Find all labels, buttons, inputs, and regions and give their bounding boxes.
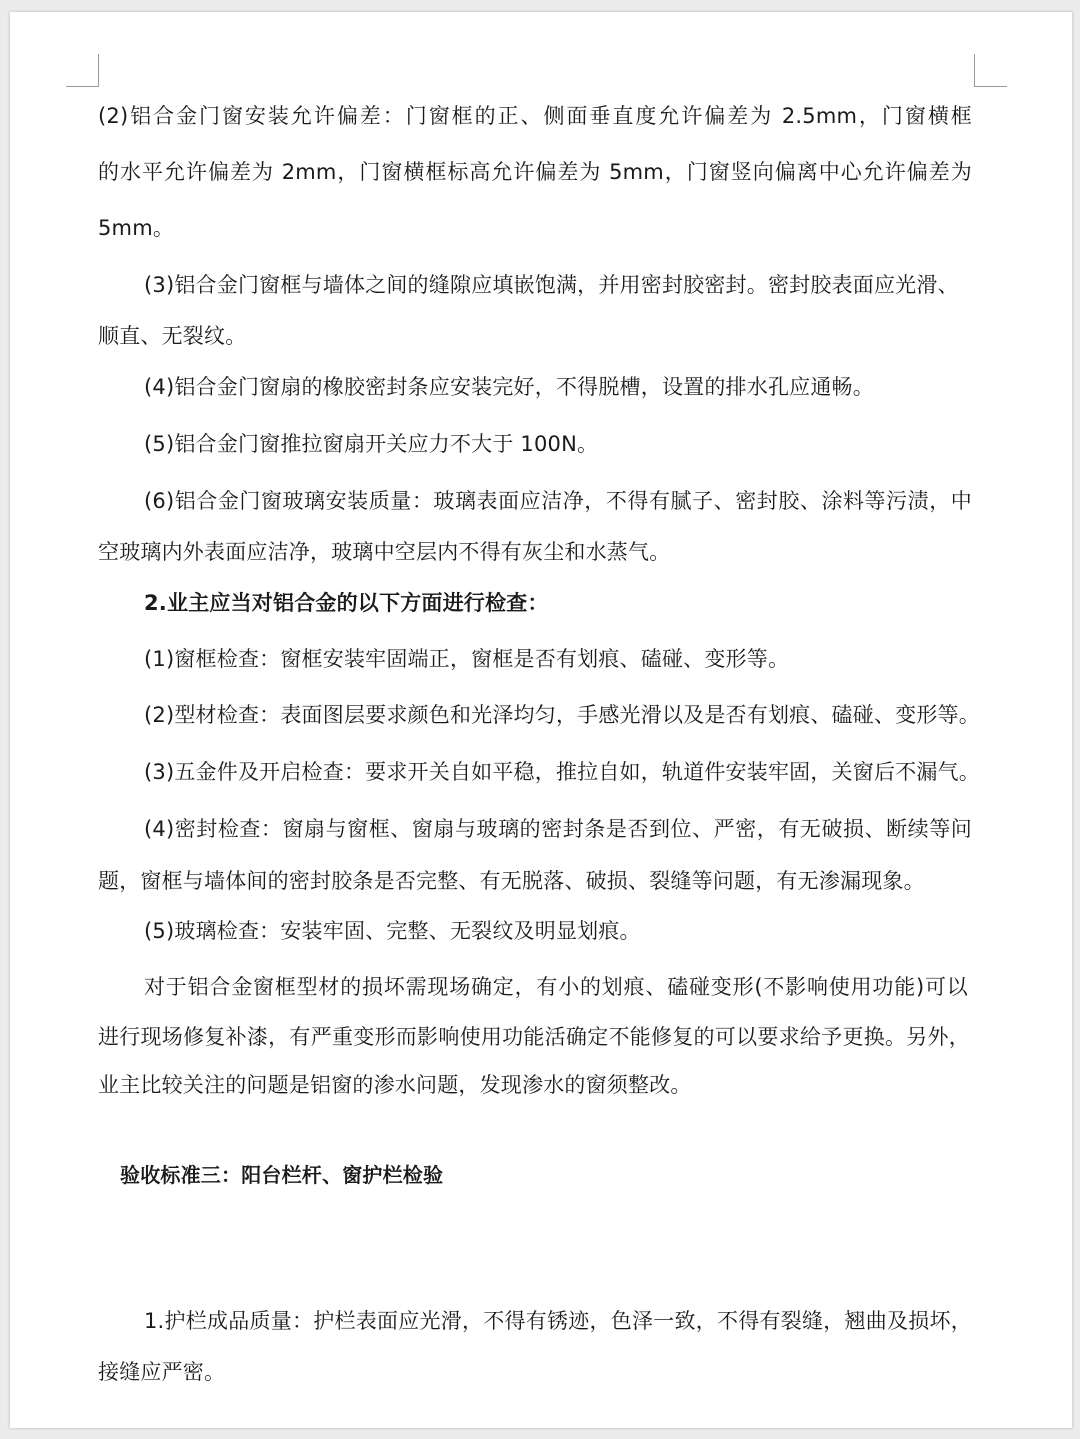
paragraph-line: 业主比较关注的问题是铝窗的渗水问题，发现渗水的窗须整改。 — [98, 1073, 692, 1097]
paragraph-line: 接缝应严密。 — [98, 1360, 226, 1384]
paragraph-line: (5)玻璃检查：安装牢固、完整、无裂纹及明显划痕。 — [144, 919, 641, 943]
paragraph-line: 空玻璃内外表面应洁净，玻璃中空层内不得有灰尘和水蒸气。 — [98, 540, 671, 564]
margin-corner-mark-top-left — [66, 54, 99, 87]
paragraph-line: (4)密封检查：窗扇与窗框、窗扇与玻璃的密封条是否到位、严密，有无破损、断续等问 — [144, 817, 972, 841]
paragraph-line: 进行现场修复补漆，有严重变形而影响使用功能活确定不能修复的可以要求给予更换。另外， — [98, 1025, 970, 1049]
section-heading: 验收标准三：阳台栏杆、窗护栏检验 — [120, 1163, 444, 1187]
paragraph-line: 5mm。 — [98, 216, 175, 240]
paragraph-line: 1.护栏成品质量：护栏表面应光滑，不得有锈迹，色泽一致，不得有裂缝，翘曲及损坏， — [144, 1309, 972, 1333]
paragraph-line: (3)五金件及开启检查：要求开关自如平稳，推拉自如，轨道件安装牢固，关窗后不漏气。 — [144, 760, 980, 784]
paragraph-line: (2)型材检查：表面图层要求颜色和光泽均匀，手感光滑以及是否有划痕、磕碰、变形等。 — [144, 703, 980, 727]
paragraph-line: (3)铝合金门窗框与墙体之间的缝隙应填嵌饱满，并用密封胶密封。密封胶表面应光滑、 — [144, 273, 959, 297]
margin-corner-mark-top-right — [974, 54, 1007, 87]
paragraph-line: (4)铝合金门窗扇的橡胶密封条应安装完好，不得脱槽，设置的排水孔应通畅。 — [144, 375, 874, 399]
paragraph-line: (6)铝合金门窗玻璃安装质量：玻璃表面应洁净，不得有腻子、密封胶、涂料等污渍，中 — [144, 489, 972, 513]
paragraph-line: (2)铝合金门窗安装允许偏差：门窗框的正、侧面垂直度允许偏差为 2.5mm，门窗横框 — [98, 104, 972, 128]
paragraph-line: (1)窗框检查：窗框安装牢固端正，窗框是否有划痕、磕碰、变形等。 — [144, 647, 790, 671]
paragraph-line: (5)铝合金门窗推拉窗扇开关应力不大于 100N。 — [144, 432, 599, 456]
paragraph-line: 题，窗框与墙体间的密封胶条是否完整、有无脱落、破损、裂缝等问题，有无渗漏现象。 — [98, 869, 925, 893]
paragraph-line: 顺直、无裂纹。 — [98, 324, 247, 348]
paragraph-line: 对于铝合金窗框型材的损坏需现场确定，有小的划痕、磕碰变形(不影响使用功能)可以 — [144, 975, 968, 999]
paragraph-line: 的水平允许偏差为 2mm，门窗横框标高允许偏差为 5mm，门窗竖向偏离中心允许偏差为 — [98, 160, 972, 184]
section-heading: 2.业主应当对铝合金的以下方面进行检查： — [144, 591, 549, 615]
